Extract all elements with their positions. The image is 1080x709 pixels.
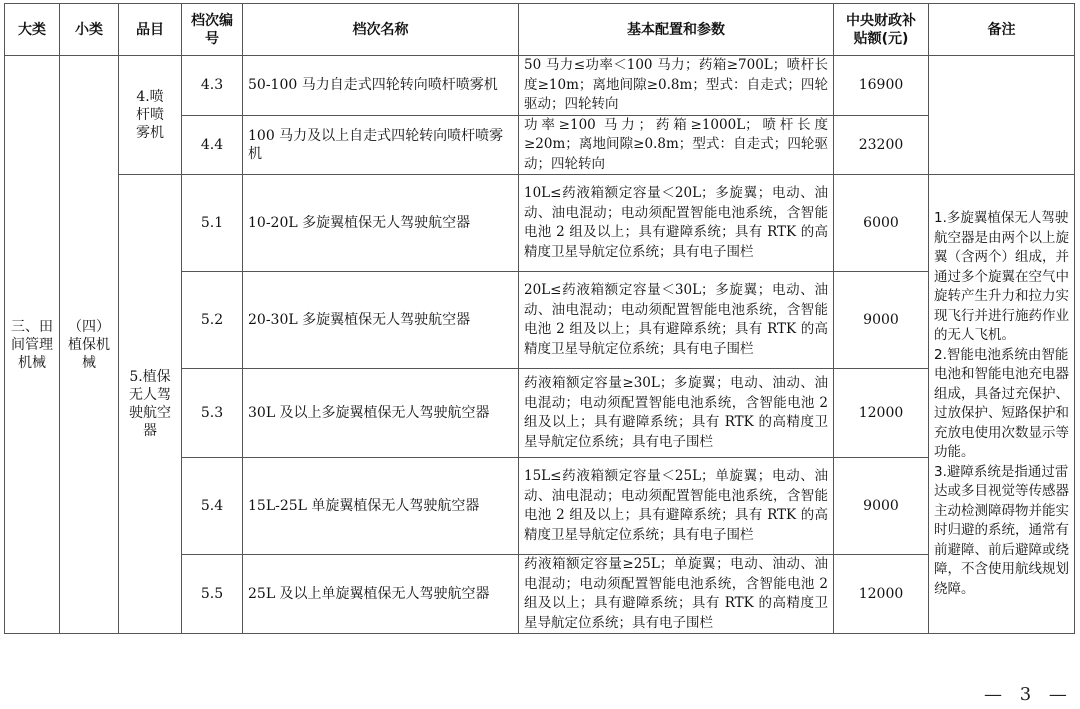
spec-cell: 药液箱额定容量≥30L；多旋翼；电动、油动、油电混动；电动须配置智能电池系统，含智能电池 2 组及以上；具有避障系统；具有 RTK 的高精度卫星导航定位系统；具有电子围栏: [519, 369, 834, 458]
grade-name: 10-20L 多旋翼植保无人驾驶航空器: [243, 175, 519, 272]
subsidy-amount: 9000: [834, 458, 929, 555]
header-grade-name: 档次名称: [243, 4, 519, 56]
grade-code: 5.4: [182, 458, 243, 555]
grade-name: 100 马力及以上自走式四轮转向喷杆喷雾机: [243, 115, 519, 175]
grade-name: 15L-25L 单旋翼植保无人驾驶航空器: [243, 458, 519, 555]
subsidy-amount: 6000: [834, 175, 929, 272]
spec-cell: 功率≥100 马力；药箱≥1000L；喷杆长度≥20m；离地间隙≥0.8m；型式：自走式；四轮驱动；四轮转向: [519, 115, 834, 175]
grade-code: 5.1: [182, 175, 243, 272]
subsidy-table: [4, 3, 1075, 634]
page-number: — 3 —: [984, 684, 1073, 705]
table-row: [5, 175, 1075, 272]
subsidy-amount: 16900: [834, 56, 929, 116]
remark-note: 3.避障系统是指通过雷达或多目视觉等传感器主动检测障碍物并能实时归避的系统，通常有前避障、前后避障或绕障，不含使用航线规划绕障。: [934, 463, 1069, 597]
header-config: 基本配置和参数: [519, 4, 834, 56]
header-remark: 备注: [929, 4, 1075, 56]
item-drone: 5.植保无人驾驶航空器: [119, 175, 182, 634]
spec-cell: 10L≤药液箱额定容量＜20L；多旋翼；电动、油动、油电混动；电动须配置智能电池系统，含智能电池 2 组及以上；具有避障系统；具有 RTK 的高精度卫星导航定位系统；具有电子围栏: [519, 175, 834, 272]
grade-name: 50-100 马力自走式四轮转向喷杆喷雾机: [243, 56, 519, 116]
grade-code: 4.3: [182, 56, 243, 116]
spec-cell: 50 马力≤功率＜100 马力；药箱≥700L；喷杆长度≥10m；离地间隙≥0.8m；型式：自走式；四轮驱动；四轮转向: [519, 56, 834, 116]
subsidy-amount: 9000: [834, 272, 929, 369]
grade-code: 5.2: [182, 272, 243, 369]
header-subsidy: 中央财政补贴额(元): [834, 4, 929, 56]
subsidy-amount: 12000: [834, 555, 929, 634]
sub-category-cell: （四）植保机械: [60, 56, 119, 634]
remarks-cell: [929, 175, 1075, 634]
item-boom-sprayer: 4.喷杆喷雾机: [119, 56, 182, 175]
remark-note: 1.多旋翼植保无人驾驶航空器是由两个以上旋翼（含两个）组成，并通过多个旋翼在空气中旋转产生升力和拉力实现飞行并进行施药作业的无人飞机。: [934, 210, 1069, 343]
table-row: [5, 56, 1075, 116]
table-header-row: [5, 4, 1075, 56]
grade-code: 5.5: [182, 555, 243, 634]
grade-name: 30L 及以上多旋翼植保无人驾驶航空器: [243, 369, 519, 458]
subsidy-amount: 23200: [834, 115, 929, 175]
header-grade-code: 档次编号: [182, 4, 243, 56]
spec-cell: 20L≤药液箱额定容量＜30L；多旋翼；电动、油动、油电混动；电动须配置智能电池系统，含智能电池 2 组及以上；具有避障系统；具有 RTK 的高精度卫星导航定位系统；具有电子围栏: [519, 272, 834, 369]
grade-name: 20-30L 多旋翼植保无人驾驶航空器: [243, 272, 519, 369]
header-major-category: 大类: [5, 4, 60, 56]
grade-code: 5.3: [182, 369, 243, 458]
header-item: 品目: [119, 4, 182, 56]
subsidy-amount: 12000: [834, 369, 929, 458]
grade-name: 25L 及以上单旋翼植保无人驾驶航空器: [243, 555, 519, 634]
spec-cell: 15L≤药液箱额定容量＜25L；单旋翼；电动、油动、油电混动；电动须配置智能电池系统，含智能电池 2 组及以上；具有避障系统；具有 RTK 的高精度卫星导航定位系统；具有电子围栏: [519, 458, 834, 555]
header-sub-category: 小类: [60, 4, 119, 56]
grade-code: 4.4: [182, 115, 243, 175]
remark-empty: [929, 56, 1075, 175]
major-category-cell: 三、田间管理机械: [5, 56, 60, 634]
spec-cell: 药液箱额定容量≥25L；单旋翼；电动、油动、油电混动；电动须配置智能电池系统，含智能电池 2 组及以上；具有避障系统；具有 RTK 的高精度卫星导航定位系统；具有电子围栏: [519, 555, 834, 634]
remark-note: 2.智能电池系统由智能电池和智能电池充电器组成，具备过充保护、过放保护、短路保护和充放电使用次数显示等功能。: [934, 346, 1069, 460]
